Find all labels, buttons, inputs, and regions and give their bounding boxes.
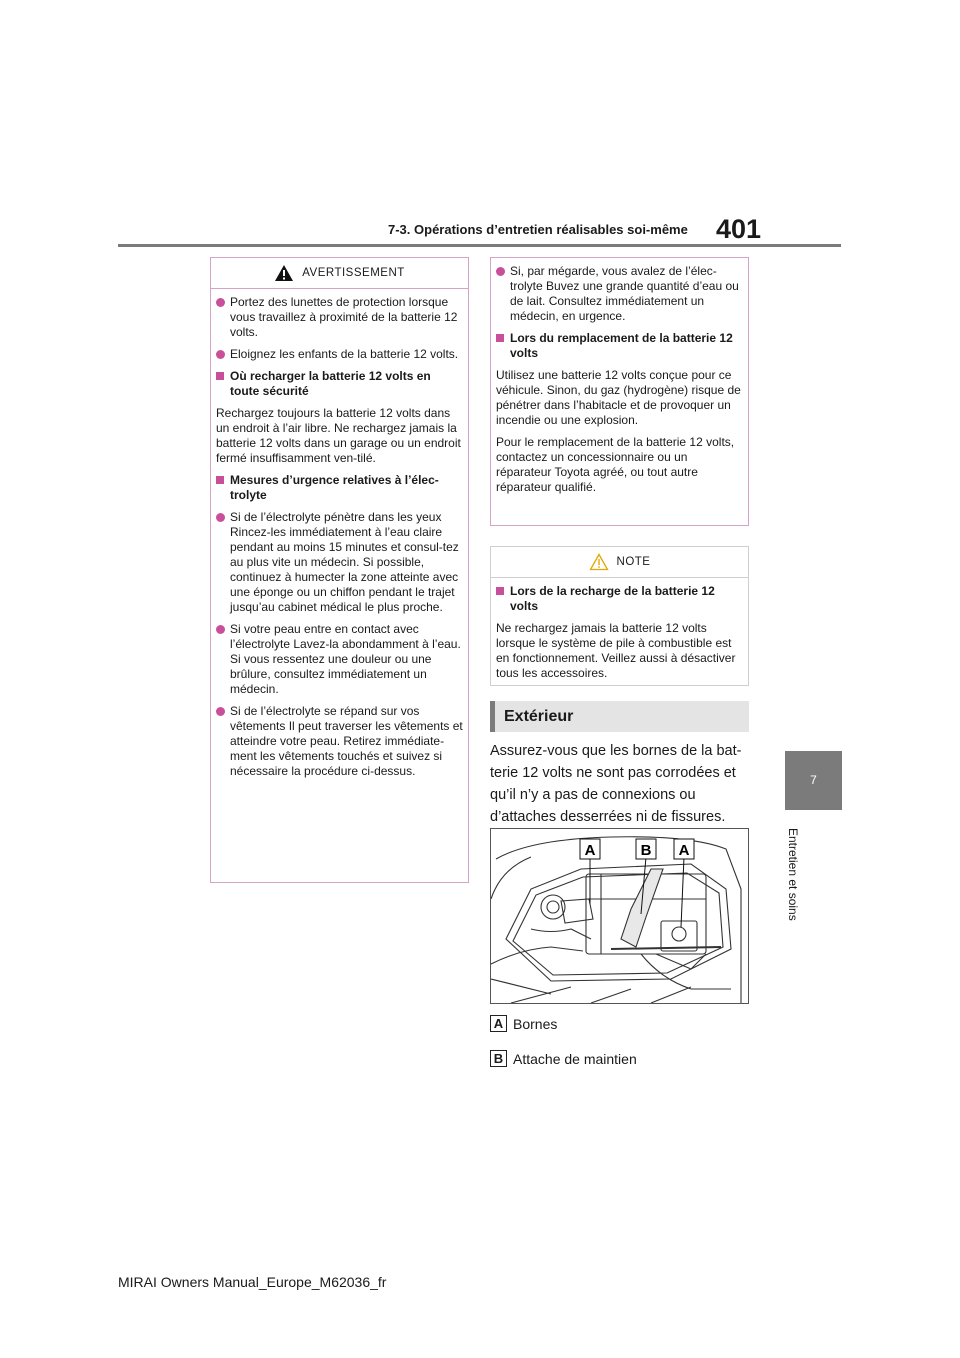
section-heading: Extérieur [490,701,749,732]
warning-item: Si de l’électrolyte se répand sur vos vêtements Il peut traverser les vêtements et atteindre votre peau. Retirez immédiate-ment les vêtements touchés et suivez si nécessaire la procédure ci-dessus. [216,704,463,779]
warning-title: AVERTISSEMENT [302,267,405,279]
legend-item [490,1050,637,1067]
note-box [490,546,749,686]
warning-item: Portez des lunettes de protection lorsque vous travaillez à proximité de la batterie 12 volts. [216,295,463,340]
warning-item: Si, par mégarde, vous avalez de l’élec-trolyte Buvez une grande quantité d’eau ou de lait. Consultez immédiatement un médecin, en urgence. [496,264,743,324]
legend-tag: A [490,1015,507,1032]
chapter-label: Entretien et soins [786,828,800,921]
caution-triangle-icon [589,553,609,571]
battery-illustration [490,828,749,1004]
note-box-header [491,547,748,578]
legend-text: Bornes [513,1015,558,1032]
warning-box-continued [490,257,749,526]
warning-subheading: Mesures d’urgence relatives à l’élec-trolyte [216,473,463,503]
battery-drawing [491,829,748,1003]
note-subheading: Lors de la recharge de la batterie 12 volts [496,584,743,614]
warning-item: Eloignez les enfants de la batterie 12 volts. [216,347,463,362]
legend-tag: B [490,1050,507,1067]
warning-triangle-icon [274,264,294,282]
warning-subheading: Lors du remplacement de la batterie 12 volts [496,331,743,361]
callout-a-left: A [584,842,596,859]
warning-paragraph: Utilisez une batterie 12 volts conçue pour ce véhicule. Sinon, du gaz (hydrogène) risque de pénétrer dans l’habitacle et de provoquer un incendie ou une explosion. [496,368,741,427]
warning-item: Si votre peau entre en contact avec l’électrolyte Lavez-la abondamment à l’eau. Si vous ressentez une douleur ou une brûlure, consultez immédiatement un médecin. [216,622,463,697]
legend-item [490,1015,557,1032]
chapter-tab: 7 [785,751,842,810]
warning-paragraph: Rechargez toujours la batterie 12 volts dans un endroit à l’air libre. Ne rechargez jamais la batterie 12 volts dans un garage ou un endroit fermé insuffisamment ven-tilé. [216,406,461,465]
warning-paragraph: Pour le remplacement de la batterie 12 volts, contactez un concessionnaire ou un réparateur Toyota agréé, ou tout autre réparateur qualifié. [496,435,735,494]
callout-a-right: A [678,842,690,859]
footer-manual-id: MIRAI Owners Manual_Europe_M62036_fr [118,1274,387,1290]
legend-text: Attache de maintien [513,1050,637,1067]
section-intro: Assurez-vous que les bornes de la bat-terie 12 volts ne sont pas corrodées et qu’il n’y a pas de connexions ou d’attaches desserrées ni de fissures. [490,743,742,825]
callout-b: B [640,842,652,859]
warning-box-header [211,258,468,289]
warning-item: Si de l’électrolyte pénètre dans les yeux Rincez-les immédiatement à l’eau claire pendant au moins 15 minutes et consul-tez au plus vite un médecin. Si possible, continuez à humecter la zone atteinte avec une éponge ou un chiffon pendant le trajet jusqu’au cabinet médical le plus proche. [216,510,463,615]
header-rule [118,244,841,247]
page-number: 401 [716,214,762,244]
section-header-title: 7-3. Opérations d’entretien réalisables soi-même [388,222,688,237]
note-paragraph: Ne rechargez jamais la batterie 12 volts lorsque le système de pile à combustible est en fonctionnement. Veillez aussi à désactiver tous les accessoires. [496,621,736,680]
warning-box [210,257,469,883]
note-title: NOTE [616,556,651,568]
warning-subheading: Où recharger la batterie 12 volts en toute sécurité [216,369,463,399]
